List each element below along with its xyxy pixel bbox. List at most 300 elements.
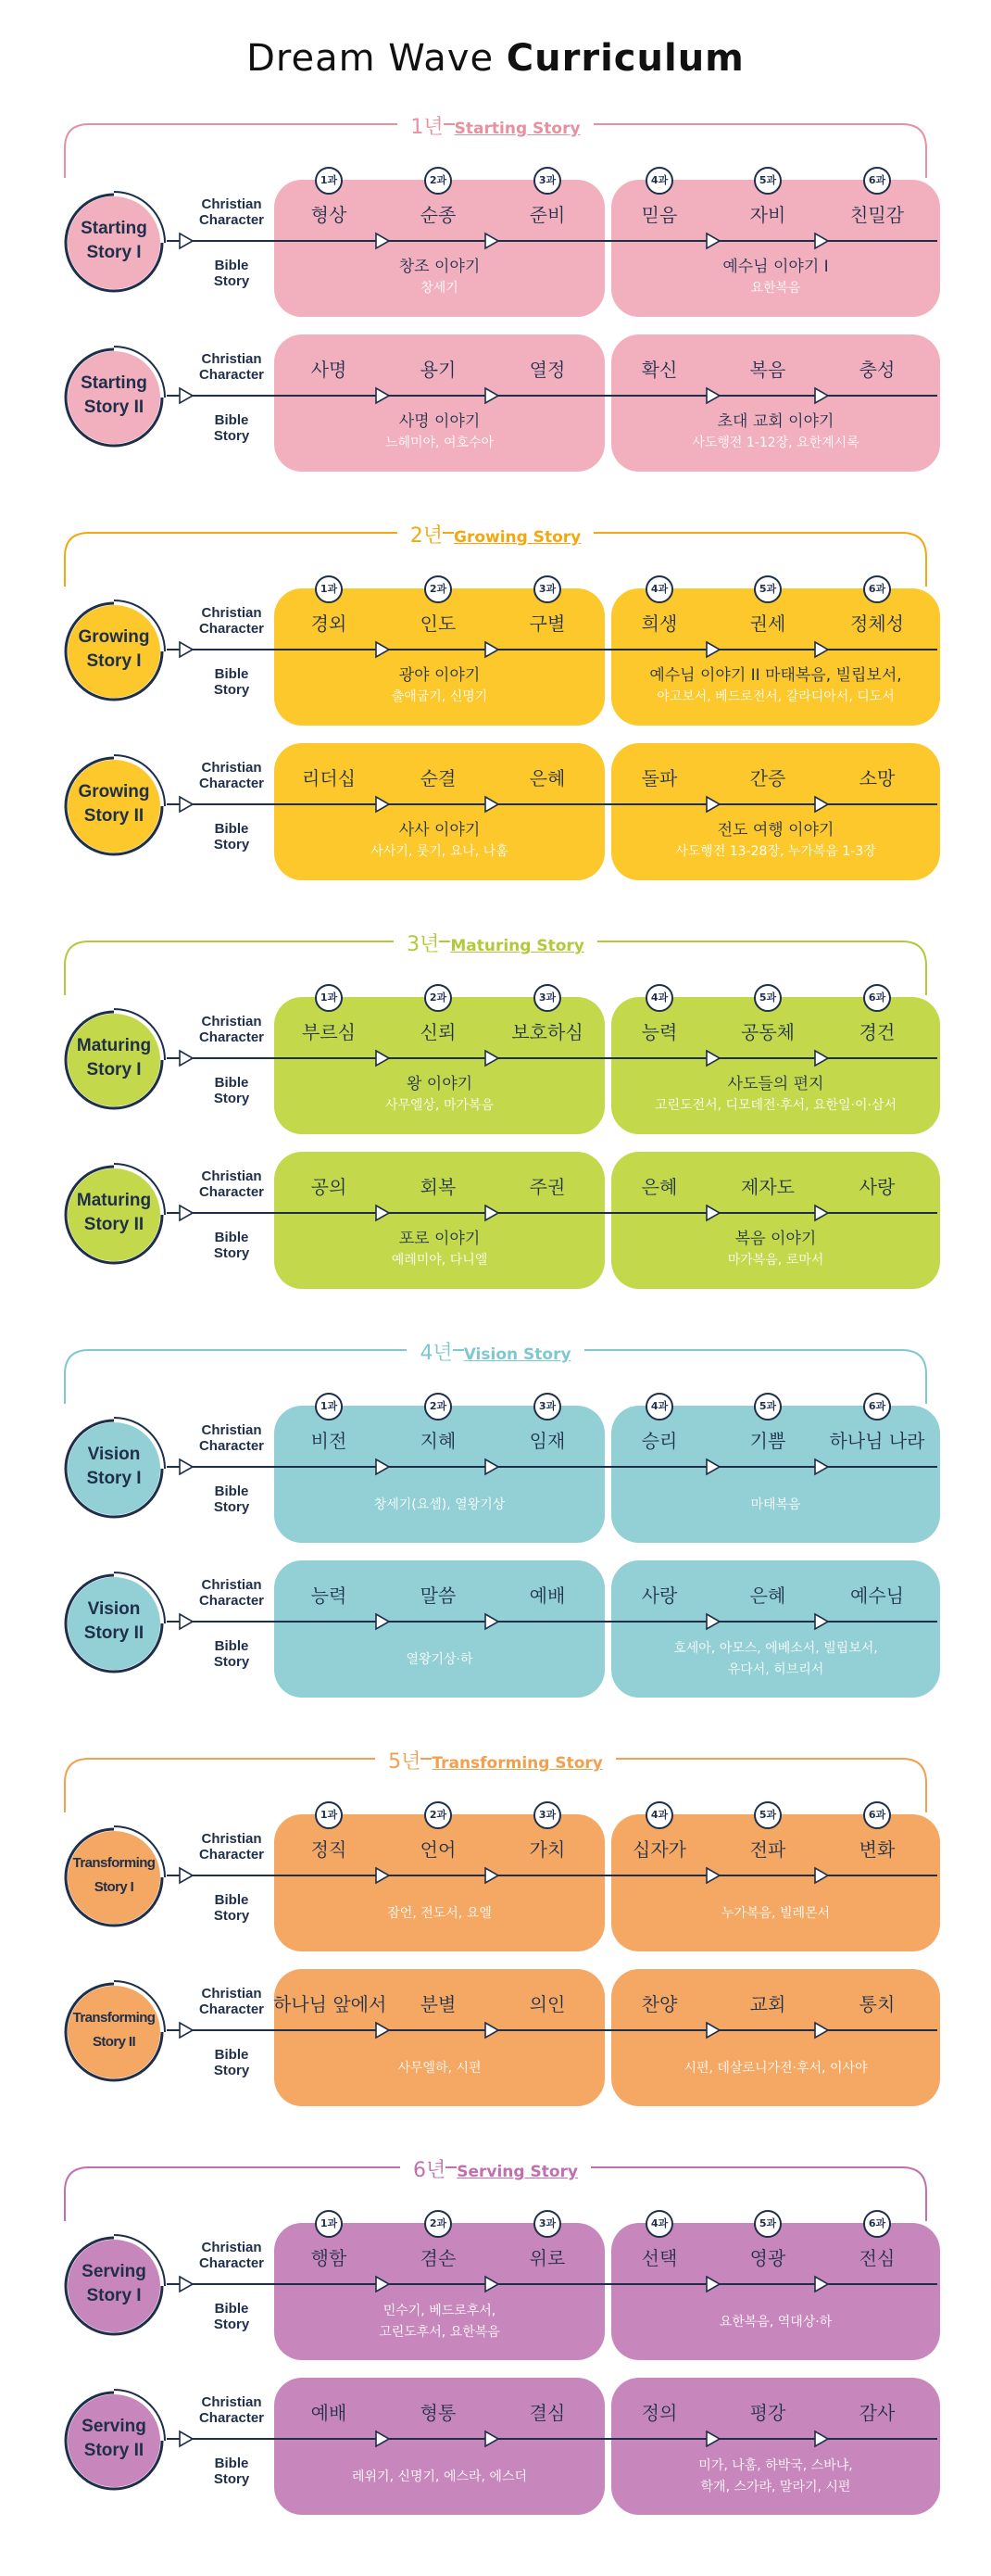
- badge-line-2: Story II: [83, 398, 144, 417]
- bible-story-books: 레위기, 신명기, 에스라, 에스더: [352, 2469, 527, 2484]
- story-name: Serving Story: [457, 2163, 591, 2181]
- story-badge: [63, 1417, 165, 1519]
- lesson-number: 3과: [533, 1801, 561, 1829]
- timeline-arrow: [485, 1051, 498, 1066]
- lesson-number: 6과: [863, 167, 891, 195]
- christian-character-label: Christian Character: [198, 1577, 265, 1609]
- character-word: 사명: [310, 359, 347, 381]
- character-word: 말씀: [420, 1585, 457, 1607]
- character-word: 능력: [641, 1021, 678, 1043]
- lesson-number: 4과: [646, 167, 673, 195]
- badge-line-2: Story II: [92, 2034, 136, 2050]
- timeline-arrow: [707, 2277, 720, 2292]
- character-word: 지혜: [420, 1430, 457, 1452]
- timeline-arrow: [815, 2431, 828, 2446]
- bible-story-title: 포로 이야기: [398, 1230, 481, 1248]
- character-word: 통치: [859, 1993, 896, 2015]
- timeline-arrow: [707, 2431, 720, 2446]
- timeline-arrow: [485, 797, 498, 812]
- title-light: Dream Wave: [246, 37, 495, 80]
- story-badge: [63, 1980, 165, 2082]
- timeline-arrow: [815, 1459, 828, 1474]
- bible-story-books: 출애굽기, 신명기: [391, 689, 488, 704]
- lesson-number: 3과: [533, 167, 561, 195]
- bible-story-books: 민수기, 베드로후서, 고린도후서, 요한복음: [379, 2304, 500, 2340]
- grade-label: [63, 1746, 928, 1774]
- bible-story-books: 고린도전서, 디모데전·후서, 요한일·이·삼서: [654, 1098, 897, 1113]
- character-word: 제자도: [741, 1176, 795, 1198]
- timeline-arrow: [815, 642, 828, 657]
- story-badge: [63, 191, 165, 293]
- character-word: 선택: [641, 2247, 678, 2269]
- badge-text: [65, 217, 163, 265]
- bible-story-title: 사사 이야기: [398, 821, 481, 840]
- timeline-arrow: [815, 388, 828, 403]
- character-word: 의인: [529, 1993, 566, 2015]
- character-word: 돌파: [641, 767, 678, 789]
- character-word: 분별: [420, 1993, 457, 2015]
- lesson-number: 5과: [754, 167, 782, 195]
- bible-story-books: 사도행전 1-12장, 요한계시록: [692, 436, 859, 450]
- story-badge: [63, 754, 165, 856]
- badge-text: [65, 2260, 163, 2308]
- bible-story-books: 느헤미야, 여호수아: [384, 436, 495, 450]
- bible-story-title: 전도 여행 이야기: [717, 821, 834, 840]
- bible-story-label: Bible Story: [213, 1638, 250, 1670]
- character-word: 가치: [529, 1838, 566, 1861]
- bible-story-label: Bible Story: [213, 1230, 250, 1261]
- lesson-number: 2과: [424, 1801, 452, 1829]
- grade-section: [0, 1339, 991, 1710]
- character-word: 사랑: [859, 1176, 896, 1198]
- lesson-number: 1과: [315, 1393, 343, 1421]
- character-word: 임재: [529, 1430, 566, 1452]
- bible-story-label: Bible Story: [213, 666, 250, 698]
- bible-story-label: Bible Story: [213, 1075, 250, 1106]
- grade-label: [63, 111, 928, 140]
- grade-section: [0, 113, 991, 484]
- lesson-number: 6과: [863, 1801, 891, 1829]
- character-word: 주권: [529, 1176, 566, 1198]
- story-badge: [63, 2389, 165, 2491]
- timeline-arrow: [376, 1614, 389, 1629]
- character-word: 하나님 앞에서: [273, 1993, 387, 2015]
- bible-story-title: 창조 이야기: [398, 258, 481, 276]
- lesson-number: 5과: [754, 1393, 782, 1421]
- bible-story-books: 시편, 데살로니가전·후서, 이사야: [684, 2061, 868, 2076]
- badge-line-2: Story I: [86, 1469, 142, 1488]
- lesson-number: 6과: [863, 1393, 891, 1421]
- badge-line-2: Story I: [86, 243, 142, 262]
- badge-text: [65, 2006, 163, 2054]
- timeline-arrow: [180, 1868, 193, 1883]
- christian-character-label: Christian Character: [198, 760, 265, 791]
- grade-number: 4년: [407, 1342, 452, 1365]
- timeline-arrow: [376, 2023, 389, 2038]
- story-row: [0, 1400, 991, 1545]
- character-word: 공의: [310, 1176, 347, 1198]
- bible-story-books: 누가복음, 빌레몬서: [721, 1906, 831, 1921]
- lesson-number: 2과: [424, 2210, 452, 2238]
- grade-number: 5년: [375, 1750, 420, 1774]
- character-word: 영광: [749, 2247, 786, 2269]
- character-word: 인도: [420, 612, 457, 635]
- character-word: 희생: [641, 612, 678, 635]
- grade-number: 6년: [400, 2159, 445, 2182]
- character-word: 사랑: [641, 1585, 678, 1607]
- character-word: 전파: [749, 1838, 786, 1861]
- character-word: 준비: [529, 204, 566, 226]
- badge-line-1: Transforming: [72, 1855, 156, 1871]
- character-word: 정직: [310, 1838, 347, 1861]
- christian-character-label: Christian Character: [198, 2394, 265, 2426]
- story-row: [0, 1152, 991, 1291]
- character-word: 평강: [749, 2402, 786, 2424]
- character-word: 감사: [859, 2402, 896, 2424]
- badge-text: [65, 372, 163, 420]
- bible-story-title: 복음 이야기: [734, 1230, 817, 1248]
- badge-line-1: Growing: [78, 627, 150, 647]
- character-word: 경건: [859, 1021, 896, 1043]
- lesson-number: 1과: [315, 575, 343, 603]
- bible-story-title: 초대 교회 이야기: [717, 412, 834, 431]
- lesson-number: 4과: [646, 984, 673, 1012]
- character-word: 위로: [529, 2247, 566, 2269]
- story-row: [0, 1969, 991, 2108]
- badge-text: [65, 2415, 163, 2463]
- bible-story-books: 요한복음, 역대상·하: [719, 2315, 833, 2330]
- character-word: 충성: [859, 359, 896, 381]
- character-word: 변화: [859, 1838, 896, 1861]
- badge-line-2: Story I: [86, 1060, 142, 1080]
- timeline-arrow: [707, 1459, 720, 1474]
- bible-story-books: 열왕기상·하: [406, 1652, 473, 1667]
- bible-story-label: Bible Story: [213, 2456, 250, 2487]
- lesson-number: 1과: [315, 1801, 343, 1829]
- lesson-number: 3과: [533, 984, 561, 1012]
- timeline-arrow: [707, 642, 720, 657]
- badge-text: [65, 1597, 163, 1646]
- badge-line-2: Story II: [83, 1623, 144, 1643]
- story-row: [0, 2378, 991, 2517]
- christian-character-label: Christian Character: [198, 1422, 265, 1454]
- character-word: 순결: [420, 767, 457, 789]
- bible-story-books: 사무엘하, 시편: [397, 2061, 482, 2076]
- lesson-number: 3과: [533, 2210, 561, 2238]
- story-name: Starting Story: [455, 120, 594, 138]
- badge-text: [65, 780, 163, 828]
- lesson-number: 6과: [863, 984, 891, 1012]
- character-word: 결심: [529, 2402, 566, 2424]
- timeline-arrow: [376, 1051, 389, 1066]
- badge-line-2: Story II: [83, 2441, 144, 2460]
- story-badge: [63, 1572, 165, 1673]
- lesson-number: 3과: [533, 1393, 561, 1421]
- timeline-arrow: [707, 388, 720, 403]
- badge-line-2: Story I: [94, 1879, 134, 1895]
- character-word: 친밀감: [850, 204, 904, 226]
- timeline-arrow: [376, 1459, 389, 1474]
- character-word: 형통: [420, 2402, 457, 2424]
- timeline-arrow: [376, 2277, 389, 2292]
- badge-line-2: Story I: [86, 651, 142, 671]
- badge-line-1: Serving: [82, 2262, 146, 2281]
- bible-story-title: 사명 이야기: [398, 412, 481, 431]
- lesson-number: 3과: [533, 575, 561, 603]
- character-word: 기쁨: [749, 1430, 786, 1452]
- story-badge: [63, 1163, 165, 1265]
- character-word: 능력: [310, 1585, 347, 1607]
- grade-label: [63, 520, 928, 549]
- character-word: 형상: [310, 204, 347, 226]
- story-badge: [63, 1008, 165, 1110]
- timeline-arrow: [376, 2431, 389, 2446]
- bible-story-title: 예수님 이야기 II 마태복음, 빌립보서,: [649, 666, 902, 685]
- timeline-arrow: [376, 642, 389, 657]
- grade-section: [0, 2156, 991, 2527]
- bible-story-books: 마가복음, 로마서: [727, 1253, 824, 1268]
- story-row: [0, 174, 991, 319]
- timeline-arrow: [707, 1868, 720, 1883]
- timeline-arrow: [485, 642, 498, 657]
- timeline-arrow: [815, 2277, 828, 2292]
- character-word: 언어: [420, 1838, 457, 1861]
- grade-label: [63, 928, 928, 957]
- badge-line-1: Starting: [81, 373, 147, 393]
- character-word: 정의: [641, 2402, 678, 2424]
- lesson-number: 2과: [424, 984, 452, 1012]
- grade-header: [63, 1748, 928, 1814]
- grade-header: [63, 930, 928, 997]
- timeline-arrow: [180, 234, 193, 248]
- bible-story-label: Bible Story: [213, 1892, 250, 1924]
- character-word: 교회: [749, 1993, 786, 2015]
- character-word: 회복: [420, 1176, 457, 1198]
- timeline-arrow: [180, 388, 193, 403]
- grade-label: [63, 2154, 928, 2183]
- character-word: 정체성: [850, 612, 904, 635]
- badge-line-1: Transforming: [72, 2010, 156, 2026]
- character-word: 찬양: [641, 1993, 678, 2015]
- timeline-arrow: [376, 1206, 389, 1220]
- story-badge: [63, 2234, 165, 2336]
- character-word: 확신: [641, 359, 678, 381]
- timeline-arrow: [815, 1868, 828, 1883]
- timeline-arrow: [707, 234, 720, 248]
- timeline-arrow: [485, 388, 498, 403]
- bible-story-books: 사무엘상, 마가복음: [384, 1098, 495, 1113]
- character-word: 신뢰: [420, 1021, 457, 1043]
- bible-story-label: Bible Story: [213, 821, 250, 852]
- story-name: Vision Story: [464, 1345, 584, 1364]
- character-word: 전심: [859, 2247, 896, 2269]
- timeline-arrow: [485, 2023, 498, 2038]
- character-word: 십자가: [633, 1838, 686, 1861]
- lesson-number: 5과: [754, 2210, 782, 2238]
- christian-character-label: Christian Character: [198, 1014, 265, 1045]
- grade-header: [63, 2156, 928, 2223]
- bible-story-books: 미가, 나훔, 하박국, 스바냐, 학개, 스가랴, 말라기, 시편: [698, 2458, 853, 2494]
- bible-story-label: Bible Story: [213, 412, 250, 444]
- character-word: 보호하심: [511, 1021, 583, 1043]
- character-word: 소망: [859, 767, 896, 789]
- story-row: [0, 991, 991, 1136]
- grade-header: [63, 113, 928, 180]
- christian-character-label: Christian Character: [198, 1168, 265, 1200]
- timeline-arrow: [707, 1051, 720, 1066]
- christian-character-label: Christian Character: [198, 196, 265, 228]
- bible-story-books: 마태복음: [750, 1497, 801, 1512]
- timeline-arrow: [485, 1868, 498, 1883]
- bible-story-label: Bible Story: [213, 2047, 250, 2078]
- badge-line-1: Maturing: [76, 1036, 152, 1055]
- badge-line-1: Serving: [82, 2417, 146, 2436]
- story-name: Growing Story: [454, 528, 594, 547]
- timeline-arrow: [180, 1051, 193, 1066]
- lesson-number: 4과: [646, 2210, 673, 2238]
- bible-story-books: 예레미야, 다니엘: [391, 1253, 488, 1268]
- lesson-number: 4과: [646, 575, 673, 603]
- character-word: 부르심: [302, 1021, 356, 1043]
- badge-line-1: Maturing: [76, 1191, 152, 1210]
- timeline-arrow: [180, 1206, 193, 1220]
- grade-header: [63, 522, 928, 588]
- badge-text: [65, 1443, 163, 1491]
- bible-story-books: 사사기, 룻기, 요나, 나훔: [370, 844, 508, 859]
- bible-story-books: 창세기(요셉), 열왕기상: [373, 1497, 506, 1512]
- grade-number: 3년: [394, 933, 439, 956]
- badge-line-2: Story II: [83, 806, 144, 826]
- lesson-number: 5과: [754, 575, 782, 603]
- timeline-arrow: [707, 1206, 720, 1220]
- bible-story-title: 왕 이야기: [406, 1075, 473, 1093]
- character-word: 경외: [310, 612, 347, 635]
- timeline-arrow: [180, 2277, 193, 2292]
- timeline-arrow: [180, 1614, 193, 1629]
- timeline-arrow: [815, 234, 828, 248]
- badge-line-2: Story I: [86, 2286, 142, 2305]
- timeline-arrow: [180, 642, 193, 657]
- story-name: Transforming Story: [432, 1754, 616, 1773]
- lesson-number: 4과: [646, 1801, 673, 1829]
- lesson-number: 6과: [863, 575, 891, 603]
- lesson-number: 4과: [646, 1393, 673, 1421]
- lesson-number: 2과: [424, 575, 452, 603]
- timeline-arrow: [815, 797, 828, 812]
- bible-story-label: Bible Story: [213, 258, 250, 289]
- story-row: [0, 1809, 991, 1953]
- badge-text: [65, 625, 163, 674]
- lesson-number: 2과: [424, 1393, 452, 1421]
- grade-section: [0, 522, 991, 892]
- grade-section: [0, 930, 991, 1301]
- badge-line-1: Growing: [78, 782, 150, 802]
- lesson-number: 1과: [315, 984, 343, 1012]
- lesson-number: 5과: [754, 984, 782, 1012]
- bible-story-label: Bible Story: [213, 1484, 250, 1515]
- character-word: 복음: [749, 359, 786, 381]
- lesson-number: 6과: [863, 2210, 891, 2238]
- timeline-arrow: [485, 2431, 498, 2446]
- badge-line-1: Vision: [87, 1445, 141, 1464]
- timeline-arrow: [180, 2023, 193, 2038]
- timeline-arrow: [376, 234, 389, 248]
- christian-character-label: Christian Character: [198, 1986, 265, 2017]
- lesson-number: 1과: [315, 2210, 343, 2238]
- badge-text: [65, 1851, 163, 1900]
- bible-story-title: 광야 이야기: [398, 666, 481, 685]
- badge-text: [65, 1034, 163, 1082]
- badge-line-2: Story II: [83, 1215, 144, 1234]
- character-word: 비전: [310, 1430, 347, 1452]
- character-word: 하나님 나라: [829, 1430, 925, 1452]
- character-word: 승리: [641, 1430, 678, 1452]
- character-word: 행함: [310, 2247, 347, 2269]
- timeline-arrow: [815, 1206, 828, 1220]
- character-word: 은혜: [641, 1176, 678, 1198]
- lesson-number: 5과: [754, 1801, 782, 1829]
- timeline-arrow: [707, 2023, 720, 2038]
- story-row: [0, 583, 991, 727]
- bible-story-books: 사도행전 13-28장, 누가복음 1-3장: [675, 844, 876, 859]
- timeline-arrow: [376, 388, 389, 403]
- character-word: 순종: [420, 204, 457, 226]
- bible-story-books: 잠언, 전도서, 요엘: [387, 1906, 492, 1921]
- grade-label: [63, 1337, 928, 1366]
- timeline-arrow: [485, 2277, 498, 2292]
- timeline-arrow: [707, 797, 720, 812]
- bible-story-books: 창세기: [420, 281, 458, 296]
- badge-line-1: Vision: [87, 1599, 141, 1619]
- timeline-arrow: [485, 234, 498, 248]
- title-bold: Curriculum: [506, 37, 745, 80]
- story-name: Maturing Story: [450, 937, 597, 955]
- story-badge: [63, 1825, 165, 1927]
- character-word: 예배: [310, 2402, 347, 2424]
- timeline-arrow: [815, 1051, 828, 1066]
- timeline-arrow: [376, 797, 389, 812]
- christian-character-label: Christian Character: [198, 1831, 265, 1863]
- story-row: [0, 335, 991, 474]
- bible-story-books: 호세아, 아모스, 에베소서, 빌립보서, 유다서, 히브리서: [673, 1641, 878, 1677]
- grade-number: 1년: [397, 116, 443, 139]
- grade-number: 2년: [397, 524, 443, 548]
- story-badge: [63, 600, 165, 701]
- lesson-number: 1과: [315, 167, 343, 195]
- lesson-number: 2과: [424, 167, 452, 195]
- story-row: [0, 1560, 991, 1699]
- bible-story-title: 예수님 이야기 I: [722, 258, 829, 276]
- story-row: [0, 743, 991, 882]
- character-word: 겸손: [420, 2247, 457, 2269]
- character-word: 은혜: [529, 767, 566, 789]
- timeline-arrow: [485, 1614, 498, 1629]
- timeline-arrow: [376, 1868, 389, 1883]
- christian-character-label: Christian Character: [198, 605, 265, 637]
- character-word: 구별: [529, 612, 566, 635]
- character-word: 믿음: [641, 204, 678, 226]
- bible-story-books: 야고보서, 베드로전서, 갈라디아서, 디도서: [657, 689, 895, 704]
- grade-header: [63, 1339, 928, 1406]
- bible-story-label: Bible Story: [213, 2301, 250, 2332]
- timeline-arrow: [485, 1459, 498, 1474]
- character-word: 예배: [529, 1585, 566, 1607]
- timeline-arrow: [180, 797, 193, 812]
- timeline-arrow: [815, 2023, 828, 2038]
- character-word: 권세: [749, 612, 786, 635]
- character-word: 간증: [749, 767, 786, 789]
- character-word: 리더십: [302, 767, 356, 789]
